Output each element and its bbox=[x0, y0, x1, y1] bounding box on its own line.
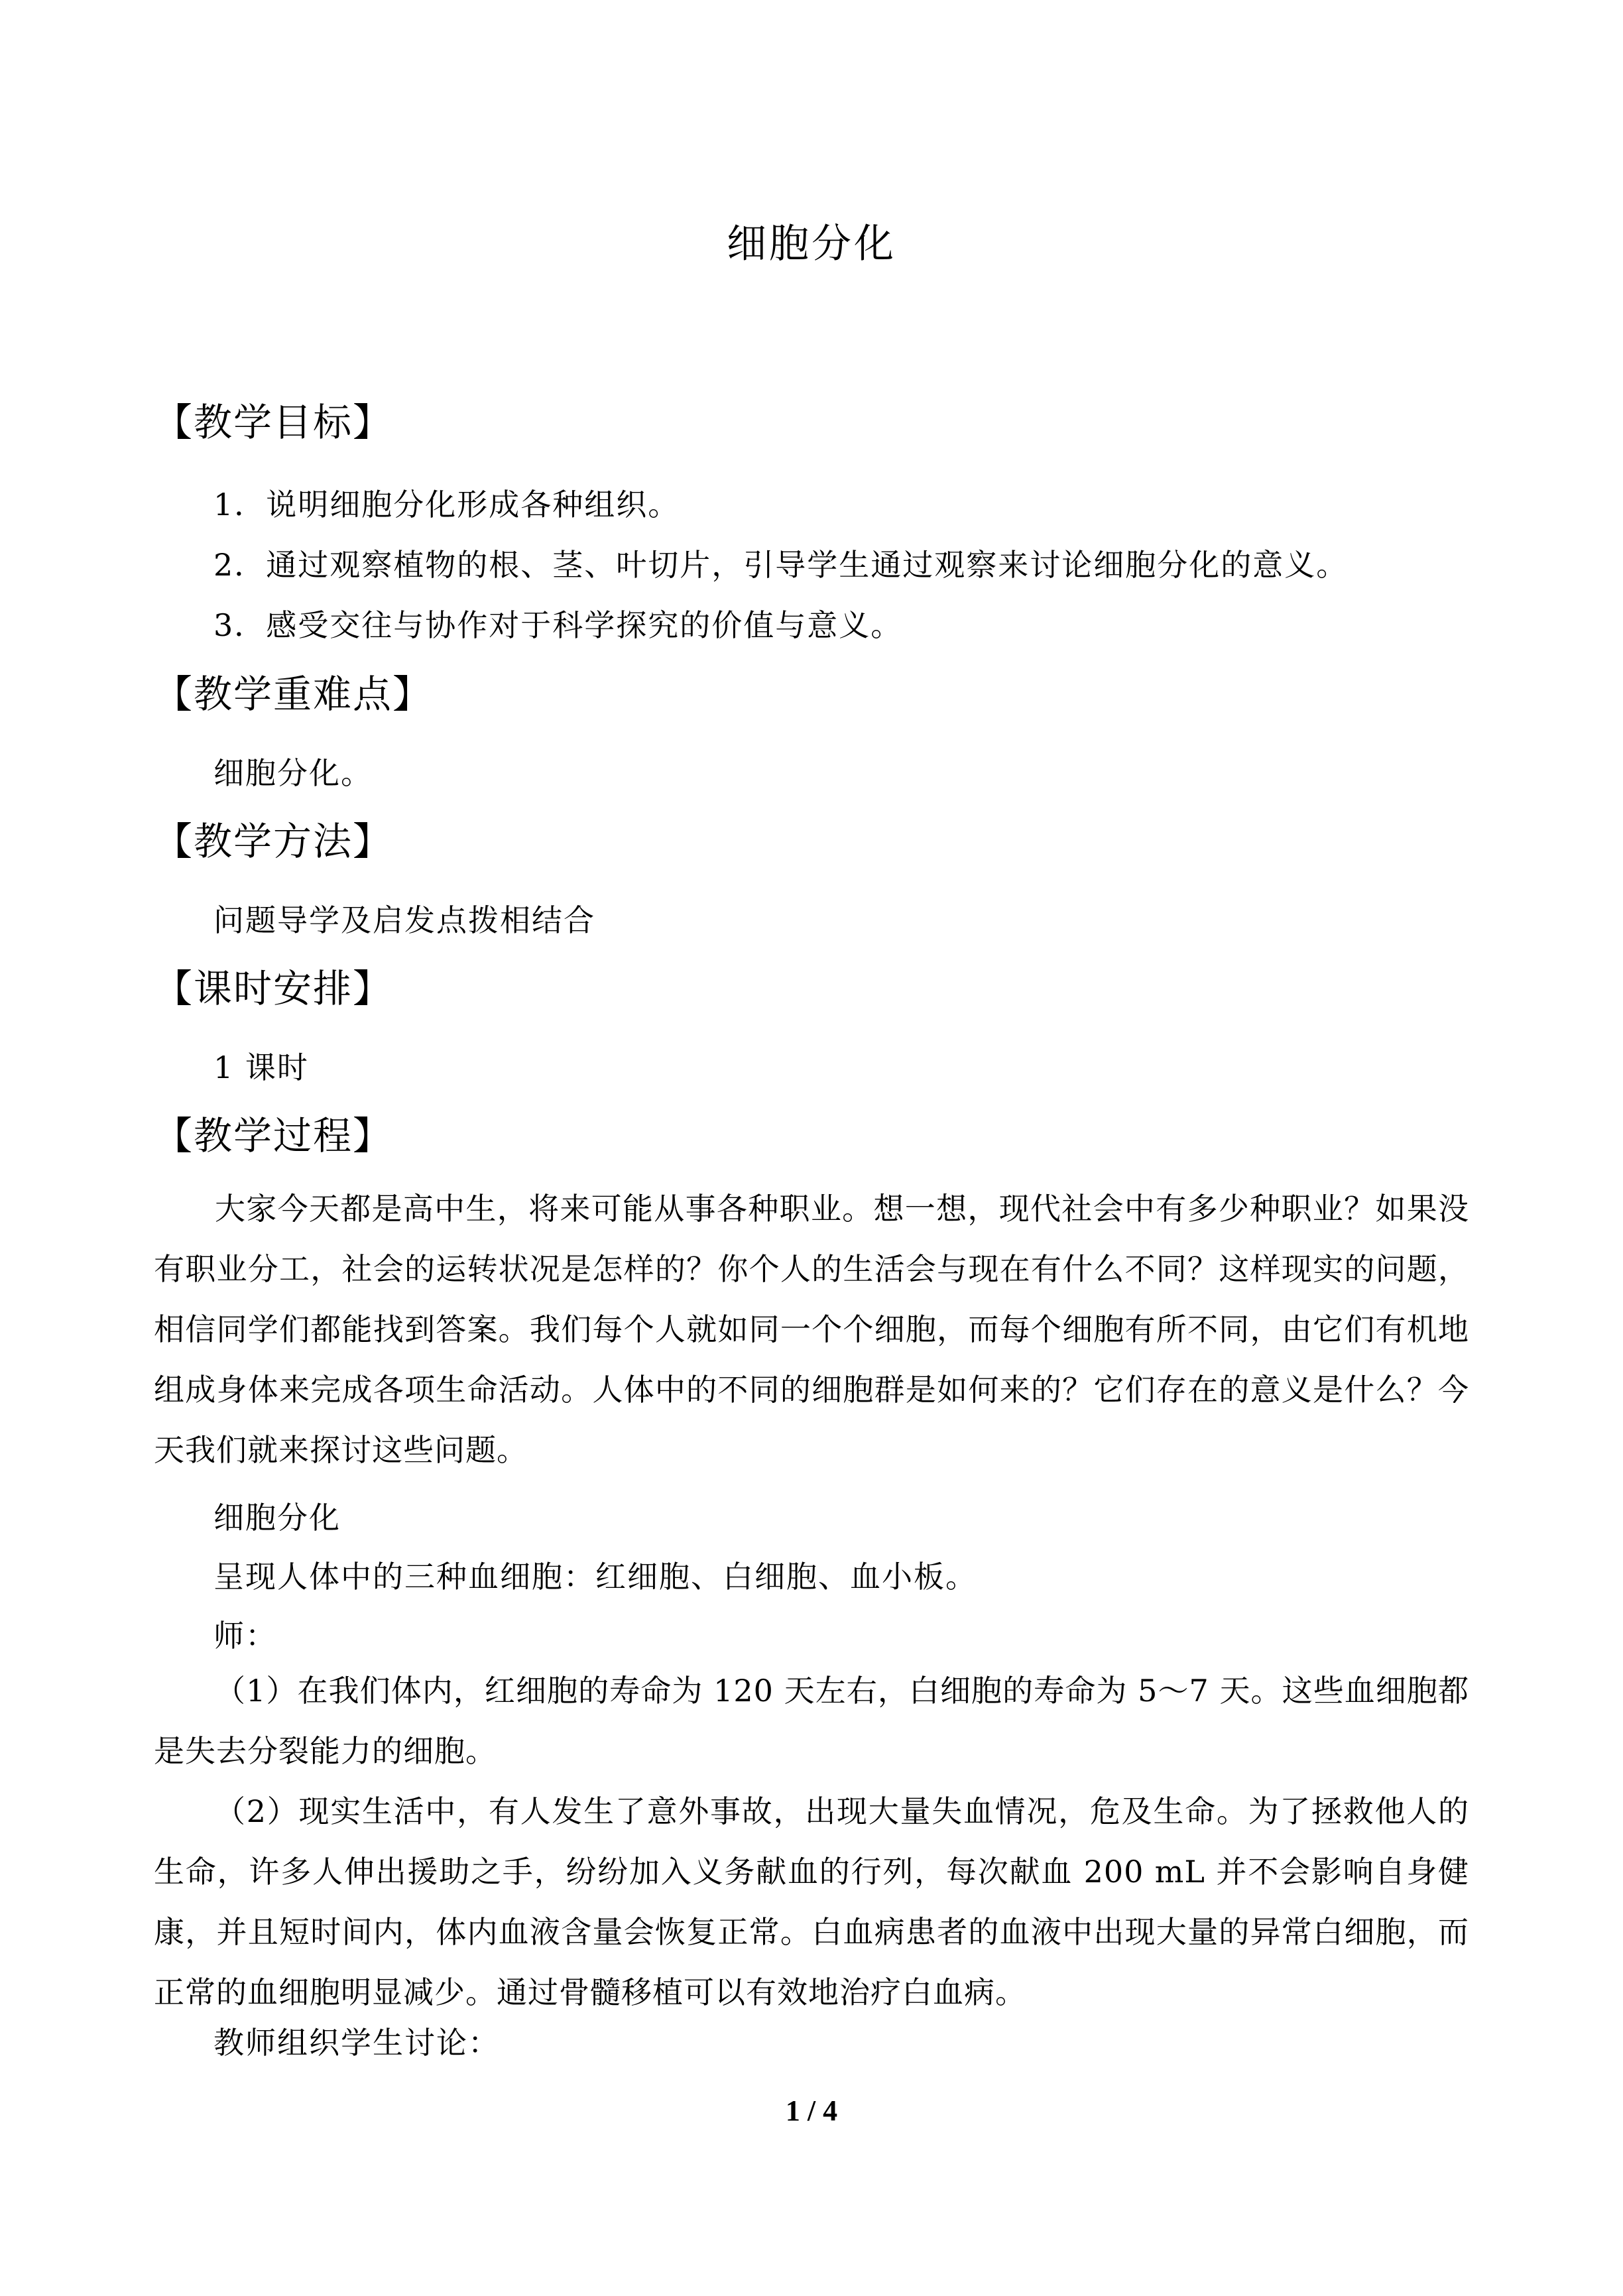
process-present-text: 呈现人体中的三种血细胞：红细胞、白细胞、血小板。 bbox=[213, 1559, 977, 1595]
heading-methods: 【教学方法】 bbox=[154, 819, 393, 864]
process-discussion-text: 教师组织学生讨论： bbox=[213, 2025, 500, 2061]
process-teacher-label: 师： bbox=[213, 1618, 277, 1654]
heading-process: 【教学过程】 bbox=[154, 1113, 393, 1158]
process-subheading: 细胞分化 bbox=[213, 1500, 341, 1536]
page-number: 1 / 4 bbox=[785, 2094, 838, 2127]
key-points-text: 细胞分化。 bbox=[213, 755, 373, 791]
process-point-1: （1）在我们体内，红细胞的寿命为 120 天左右，白细胞的寿命为 5～7 天。这些血细胞都是失去分裂能力的细胞。 bbox=[154, 1673, 1469, 1769]
process-point-2: （2）现实生活中，有人发生了意外事故，出现大量失血情况，危及生命。为了拯救他人的生命，许多人伸出援助之手，纷纷加入义务献血的行列，每次献血 200 mL 并不会影响自身健康，并且短时间内，体内血液含量会恢复正常。白血病患者的血液中出现大量的异常白细胞，而正常的血细胞明显减少。通过骨髓移植可以有效地治疗白血病。 bbox=[154, 1793, 1469, 2010]
objective-item-1: 1．说明细胞分化形成各种组织。 bbox=[213, 487, 680, 522]
heading-schedule: 【课时安排】 bbox=[154, 966, 393, 1011]
process-intro-paragraph: 大家今天都是高中生，将来可能从事各种职业。想一想，现代社会中有多少种职业？如果没有职业分工，社会的运转状况是怎样的？你个人的生活会与现在有什么不同？这样现实的问题，相信同学们都能找到答案。我们每个人就如同一个个细胞，而每个细胞有所不同，由它们有机地组成身体来完成各项生命活动。人体中的不同的细胞群是如何来的？它们存在的意义是什么？今天我们就来探讨这些问题。 bbox=[154, 1191, 1469, 1468]
objective-item-3: 3．感受交往与协作对于科学探究的价值与意义。 bbox=[213, 607, 903, 643]
page-title: 细胞分化 bbox=[727, 221, 896, 267]
heading-key-points: 【教学重难点】 bbox=[154, 672, 433, 717]
objective-item-2: 2．通过观察植物的根、茎、叶切片，引导学生通过观察来讨论细胞分化的意义。 bbox=[213, 547, 1349, 583]
methods-text: 问题导学及启发点拨相结合 bbox=[213, 902, 595, 938]
schedule-text: 1 课时 bbox=[213, 1050, 309, 1085]
heading-objectives: 【教学目标】 bbox=[154, 400, 393, 445]
